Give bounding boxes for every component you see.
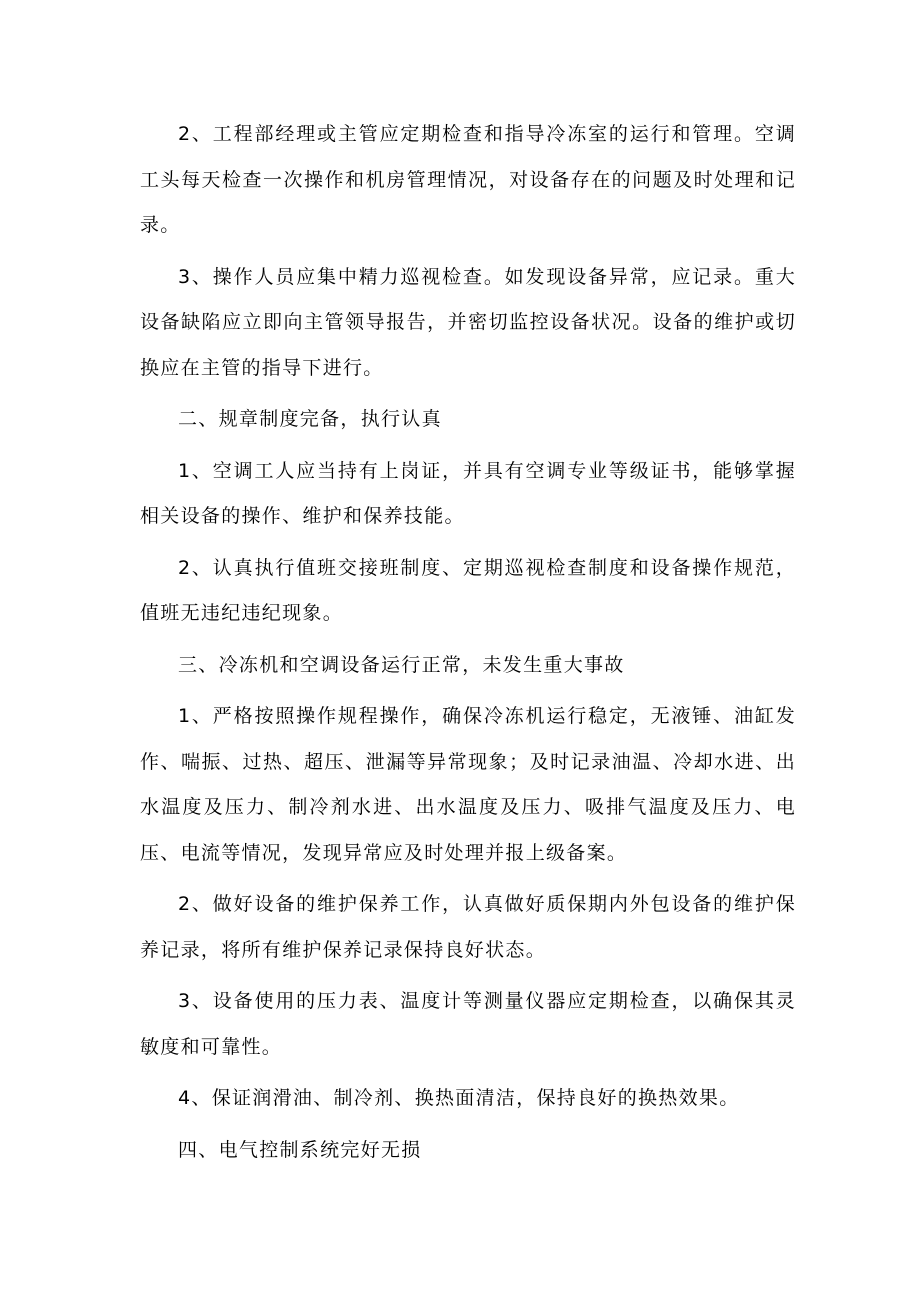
paragraph-lubrication: 4、保证润滑油、制冷剂、换热面清洁，保持良好的换热效果。	[178, 1087, 740, 1109]
paragraph-certification: 1、空调工人应当持有上岗证，并具有空调专业等级证书，能够掌握相关设备的操作、维护和保养技能。	[140, 459, 796, 527]
paragraph-instrument-calibration: 3、设备使用的压力表、温度计等测量仪器应定期检查，以确保其灵敏度和可靠性。	[140, 990, 796, 1058]
paragraph-operating-procedures: 1、严格按照操作规程操作，确保冷冻机运行稳定，无液锤、油缸发作、喘振、过热、超压、泄漏等异常现象；及时记录油温、冷却水进、出水温度及压力、制冷剂水进、出水温度及压力、吸排气温度及压力、电压、电流等情况，发现异常应及时处理并报上级备案。	[140, 705, 796, 864]
section-heading-electrical-control: 四、电气控制系统完好无损	[178, 1138, 422, 1161]
paragraph-supervisor-inspection: 2、工程部经理或主管应定期检查和指导冷冻室的运行和管理。空调工头每天检查一次操作和机房管理情况，对设备存在的问题及时处理和记录。	[140, 123, 796, 236]
paragraph-maintenance: 2、做好设备的维护保养工作，认真做好质保期内外包设备的维护保养记录，将所有维护保养记录保持良好状态。	[140, 893, 796, 961]
section-heading-regulations: 二、规章制度完备，执行认真	[178, 408, 442, 430]
section-heading-equipment-operation: 三、冷冻机和空调设备运行正常，未发生重大事故	[178, 653, 625, 676]
paragraph-operator-patrol: 3、操作人员应集中精力巡视检查。如发现设备异常，应记录。重大设备缺陷应立即向主管领导报告，并密切监控设备状况。设备的维护或切换应在主管的指导下进行。	[140, 265, 796, 379]
document-body	[140, 112, 796, 1179]
paragraph-shift-handover: 2、认真执行值班交接班制度、定期巡视检查制度和设备操作规范，值班无违纪违纪现象。	[140, 556, 796, 624]
